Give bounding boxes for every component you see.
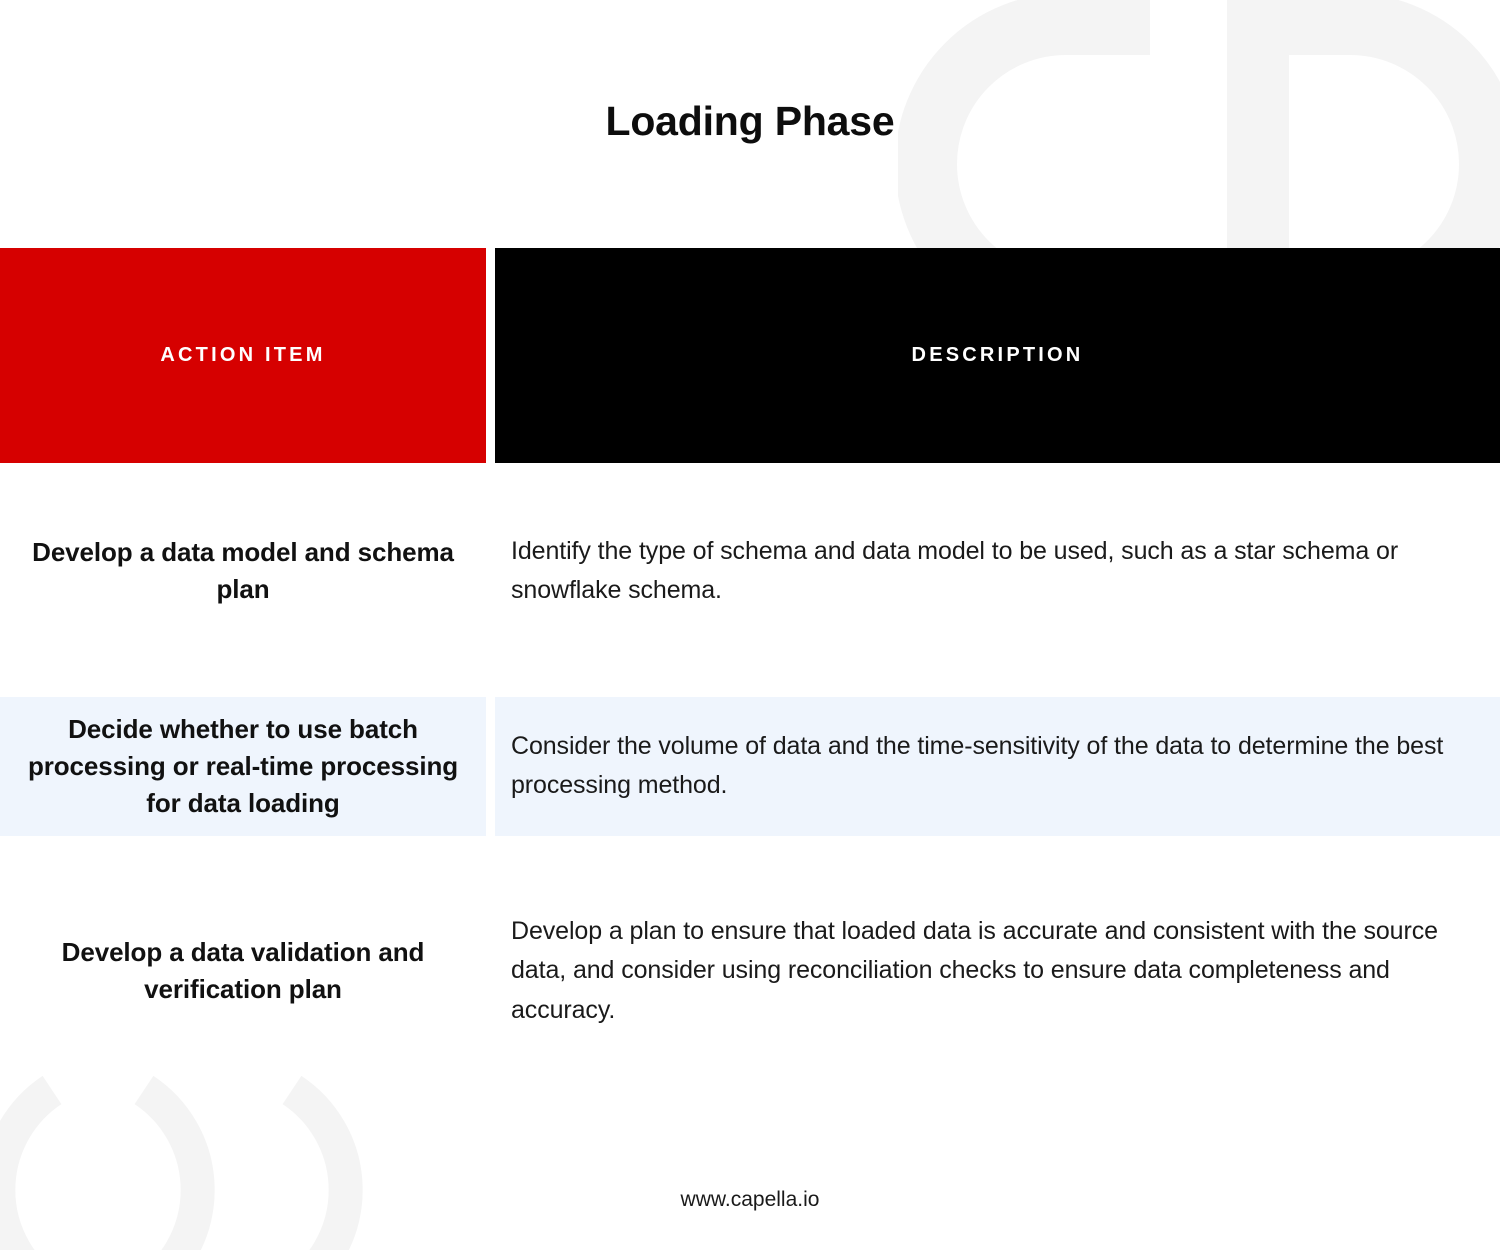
row-cell-description (495, 697, 1500, 836)
row-spacer (0, 463, 1500, 507)
footer-website-url: www.capella.io (680, 1188, 820, 1211)
header-label-action-item: ACTION ITEM (160, 344, 326, 366)
table-header-row (0, 248, 1500, 463)
row-cell-description (495, 898, 1500, 1045)
description-text: Identify the type of schema and data model to be used, such as a star schema or snowflake schema. (511, 536, 1399, 604)
row-cell-description (495, 507, 1500, 635)
description-text: Consider the volume of data and the time-sensitivity of the data to determine the best processing method. (511, 731, 1444, 800)
table-row (0, 697, 1500, 836)
action-item-text: Develop a data model and schema plan (32, 537, 454, 604)
row-spacer (0, 635, 1500, 697)
page-title: Loading Phase (605, 98, 895, 144)
table-row (0, 898, 1500, 1045)
table-row (0, 507, 1500, 635)
header-cell-action-item (0, 248, 486, 463)
header-cell-description (495, 248, 1500, 463)
header-label-description: DESCRIPTION (911, 344, 1084, 366)
row-cell-action-item (0, 507, 486, 635)
brand-watermark-bottom-left-icon (0, 1070, 382, 1250)
description-text: Develop a plan to ensure that loaded data is accurate and consistent with the source data, and consider using reconciliation checks to ensure data completeness and accuracy. (511, 916, 1438, 1024)
action-item-text: Develop a data validation and verification plan (61, 937, 425, 1004)
row-cell-action-item (0, 697, 486, 836)
row-cell-action-item (0, 898, 486, 1045)
row-spacer (0, 836, 1500, 898)
action-items-table (0, 248, 1500, 1044)
action-item-text: Decide whether to use batch processing or real-time processing for data loading (27, 714, 459, 818)
